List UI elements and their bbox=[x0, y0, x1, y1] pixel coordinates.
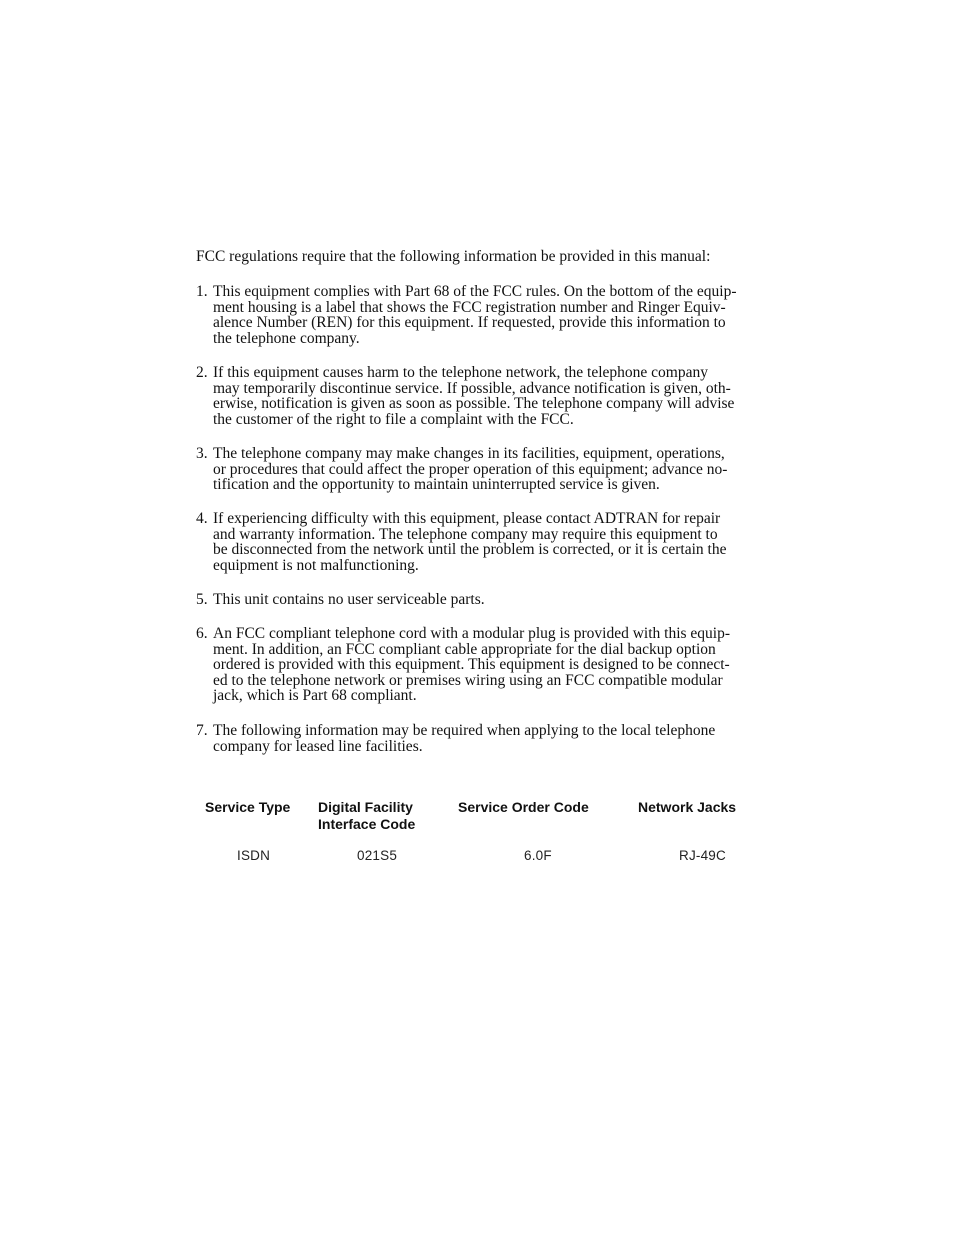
header-network-jacks: Network Jacks bbox=[638, 799, 737, 815]
list-item-text bbox=[213, 626, 788, 704]
cell-service-order-code: 6.0F bbox=[524, 848, 552, 863]
header-line: Digital Facility bbox=[318, 799, 413, 815]
text-line: If experiencing difficulty with this equipment, please contact ADTRAN for repair bbox=[213, 510, 721, 527]
header-digital-facility-interface-code bbox=[318, 799, 415, 833]
list-item-number: 3. bbox=[196, 445, 208, 462]
text-line: The telephone company may make changes in its facilities, equipment, operations, bbox=[213, 445, 725, 462]
header-service-order-code: Service Order Code bbox=[458, 799, 589, 815]
text-line: or procedures that could affect the proper operation of this equipment; advance no- bbox=[213, 460, 728, 478]
text-line: erwise, notification is given as soon as possible. The telephone company will advise bbox=[213, 395, 735, 413]
list-item-number: 6. bbox=[196, 625, 208, 642]
list-item-number: 7. bbox=[196, 722, 208, 739]
text-line: company for leased line facilities. bbox=[213, 737, 423, 755]
text-line: The following information may be required when applying to the local telephone bbox=[213, 722, 716, 739]
text-line: ment housing is a label that shows the FCC registration number and Ringer Equiv- bbox=[213, 298, 726, 316]
list-item-number: 1. bbox=[196, 283, 208, 300]
text-line: equipment is not malfunctioning. bbox=[213, 556, 419, 574]
text-line: and warranty information. The telephone company may require this equipment to bbox=[213, 525, 718, 543]
header-service-type: Service Type bbox=[205, 799, 291, 815]
text-line: tification and the opportunity to maintain uninterrupted service is given. bbox=[213, 476, 660, 494]
text-line: ordered is provided with this equipment. This equipment is designed to be connect- bbox=[213, 656, 730, 674]
text-line: ed to the telephone network or premises wiring using an FCC compatible modular bbox=[213, 671, 723, 689]
text-line: alence Number (REN) for this equipment. If requested, provide this information to bbox=[213, 314, 726, 332]
list-item-number: 4. bbox=[196, 510, 208, 527]
text-line: An FCC compliant telephone cord with a modular plug is provided with this equip- bbox=[213, 625, 731, 642]
list-item-number: 5. bbox=[196, 591, 208, 608]
list-item-text bbox=[213, 365, 788, 427]
cell-network-jacks: RJ-49C bbox=[679, 848, 726, 863]
list-item-text bbox=[213, 284, 788, 346]
text-line: This unit contains no user serviceable parts. bbox=[213, 591, 485, 608]
cell-dfic: 021S5 bbox=[357, 848, 398, 863]
list-item-text bbox=[213, 592, 788, 608]
text-line: may temporarily discontinue service. If possible, advance notification is given, oth- bbox=[213, 379, 731, 397]
list-item-text bbox=[213, 446, 788, 493]
list-item-number: 2. bbox=[196, 364, 208, 381]
cell-service-type: ISDN bbox=[237, 848, 271, 863]
text-line: be disconnected from the network until the problem is corrected, or it is certain the bbox=[213, 541, 727, 559]
intro-paragraph: FCC regulations require that the following information be provided in this manual: bbox=[196, 248, 711, 265]
text-line: If this equipment causes harm to the telephone network, the telephone company bbox=[213, 364, 708, 381]
text-line: ment. In addition, an FCC compliant cable appropriate for the dial backup option bbox=[213, 640, 716, 658]
text-line: This equipment complies with Part 68 of the FCC rules. On the bottom of the equip- bbox=[213, 283, 737, 300]
list-item-text bbox=[213, 511, 788, 573]
text-line: the telephone company. bbox=[213, 329, 360, 347]
header-line: Interface Code bbox=[318, 816, 416, 832]
list-item-text bbox=[213, 723, 788, 754]
text-line: jack, which is Part 68 compliant. bbox=[213, 687, 417, 705]
text-line: the customer of the right to file a complaint with the FCC. bbox=[213, 410, 574, 428]
